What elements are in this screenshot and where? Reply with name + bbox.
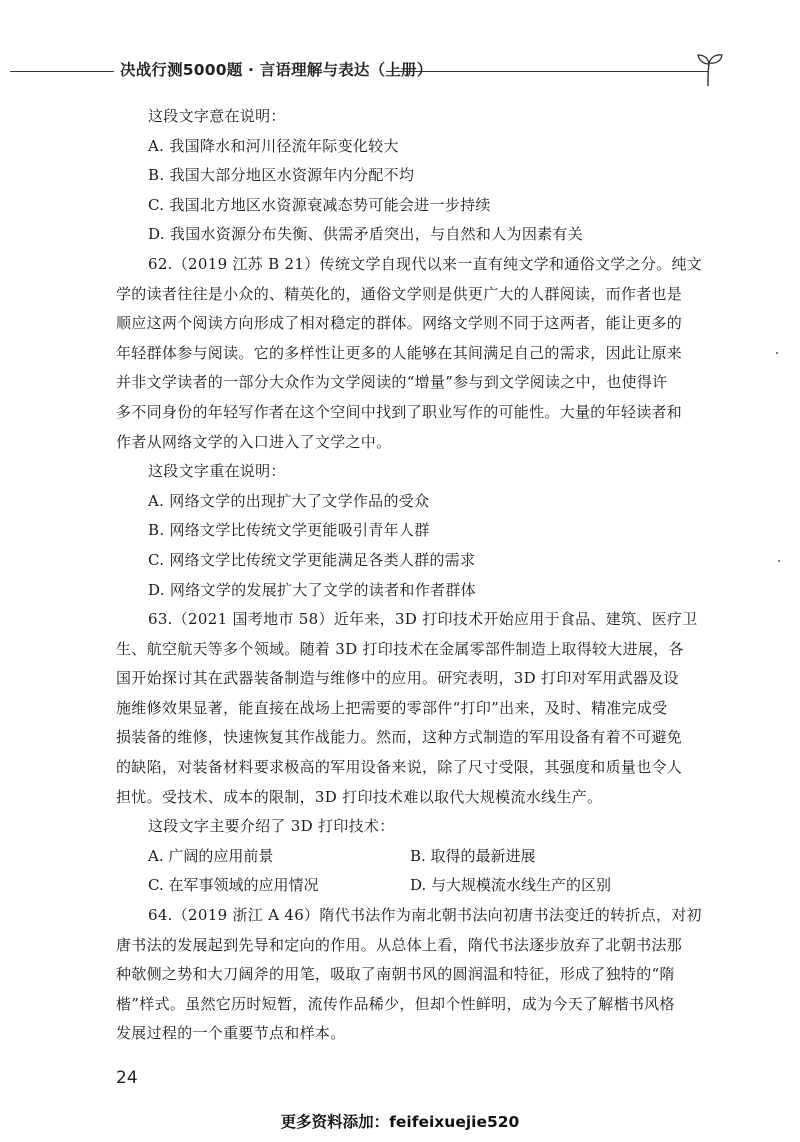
q61-question-stem: 这段文字意在说明： bbox=[148, 107, 286, 125]
q62-passage-line: 多不同身份的年轻写作者在这个空间中找到了职业写作的可能性。大量的年轻读者和 bbox=[116, 402, 683, 421]
q64-passage-line: 唐书法的发展起到先导和定向的作用。从总体上看，隋代书法逐步放弃了北朝书法那 bbox=[116, 935, 683, 954]
q64-passage-line: 64.（2019 浙江 A 46）隋代书法作为南北朝书法向初唐书法变迁的转折点，对初 bbox=[148, 906, 702, 925]
page-number: 24 bbox=[116, 1068, 138, 1088]
footer-note: 更多资料添加：feifeixuejie520 bbox=[280, 1113, 520, 1131]
q62-option-b: B. 网络文学比传统文学更能吸引青年人群 bbox=[148, 521, 430, 540]
q63-option-b: B. 取得的最新进展 bbox=[410, 846, 536, 865]
q64-passage-line: 发展过程的一个重要节点和样本。 bbox=[116, 1024, 346, 1043]
q62-passage-line: 顺应这两个阅读方向形成了相对稳定的群体。网络文学则不同于这两者，能让更多的 bbox=[116, 314, 683, 333]
scan-speck bbox=[776, 352, 778, 354]
running-header bbox=[0, 52, 800, 88]
q61-option-b: B. 我国大部分地区水资源年内分配不均 bbox=[148, 166, 415, 185]
q63-question-stem: 这段文字主要介绍了 3D 打印技术： bbox=[148, 817, 395, 836]
q62-passage-line: 并非文学读者的一部分大众作为文学阅读的“增量”参与到文学阅读之中，也使得许 bbox=[116, 373, 668, 392]
q63-option-row bbox=[116, 871, 716, 901]
q63-option-a: A. 广阔的应用前景 bbox=[148, 846, 274, 865]
header-rule-right bbox=[386, 71, 708, 72]
page-body bbox=[116, 102, 716, 1049]
sprout-icon bbox=[694, 52, 724, 86]
q63-passage-line: 施维修效果显著，能直接在战场上把需要的零部件“打印”出来，及时、精准完成受 bbox=[116, 698, 668, 717]
q62-option-c: C. 网络文学比传统文学更能满足各类人群的需求 bbox=[148, 550, 476, 569]
q61-option-a: A. 我国降水和河川径流年际变化较大 bbox=[148, 136, 399, 155]
q62-option-a: A. 网络文学的出现扩大了文学作品的受众 bbox=[148, 491, 430, 510]
scan-speck bbox=[778, 560, 780, 562]
q61-option-c: C. 我国北方地区水资源衰减态势可能会进一步持续 bbox=[148, 195, 491, 214]
q62-question-stem: 这段文字重在说明： bbox=[148, 462, 286, 481]
q63-passage-line: 63.（2021 国考地市 58）近年来，3D 打印技术开始应用于食品、建筑、医疗卫 bbox=[148, 610, 698, 629]
q62-passage-line: 学的读者往往是小众的、精英化的，通俗文学则是供更广大的人群阅读，而作者也是 bbox=[116, 284, 683, 303]
q63-passage-line: 国开始探讨其在武器装备制造与维修中的应用。研究表明，3D 打印对军用武器及设 bbox=[116, 669, 679, 688]
q63-passage-line: 的缺陷，对装备材料要求极高的军用设备来说，除了尺寸受限，其强度和质量也令人 bbox=[116, 758, 683, 777]
q64-passage-line: 种欹侧之势和大刀阔斧的用笔，吸取了南朝书风的圆润温和特征，形成了独特的“隋 bbox=[116, 965, 675, 984]
book-title: 决战行测5000题 · 言语理解与表达（上册） bbox=[120, 61, 433, 79]
q62-passage-line: 作者从网络文学的入口进入了文学之中。 bbox=[116, 432, 392, 451]
q62-passage-line: 62.（2019 江苏 B 21）传统文学自现代以来一直有纯文学和通俗文学之分。纯文 bbox=[148, 254, 703, 273]
q63-option-c: C. 在军事领域的应用情况 bbox=[148, 876, 319, 895]
q63-option-d: D. 与大规模流水线生产的区别 bbox=[410, 876, 612, 895]
q62-option-d: D. 网络文学的发展扩大了文学的读者和作者群体 bbox=[148, 580, 476, 599]
header-rule-left bbox=[10, 71, 114, 72]
q64-passage-line: 楷”样式。虽然它历时短暂，流传作品稀少，但却个性鲜明，成为今天了解楷书风格 bbox=[116, 994, 675, 1013]
q63-option-row bbox=[116, 842, 716, 872]
q63-passage-line: 损装备的维修，快速恢复其作战能力。然而，这种方式制造的军用设备有着不可避免 bbox=[116, 728, 683, 747]
q63-passage-line: 生、航空航天等多个领域。随着 3D 打印技术在金属零部件制造上取得较大进展，各 bbox=[116, 639, 684, 658]
q61-option-d: D. 我国水资源分布失衡、供需矛盾突出，与自然和人为因素有关 bbox=[148, 225, 584, 244]
q63-passage-line: 担忧。受技术、成本的限制，3D 打印技术难以取代大规模流水线生产。 bbox=[116, 787, 603, 806]
q62-passage-line: 年轻群体参与阅读。它的多样性让更多的人能够在其间满足自己的需求，因此让原来 bbox=[116, 343, 683, 362]
